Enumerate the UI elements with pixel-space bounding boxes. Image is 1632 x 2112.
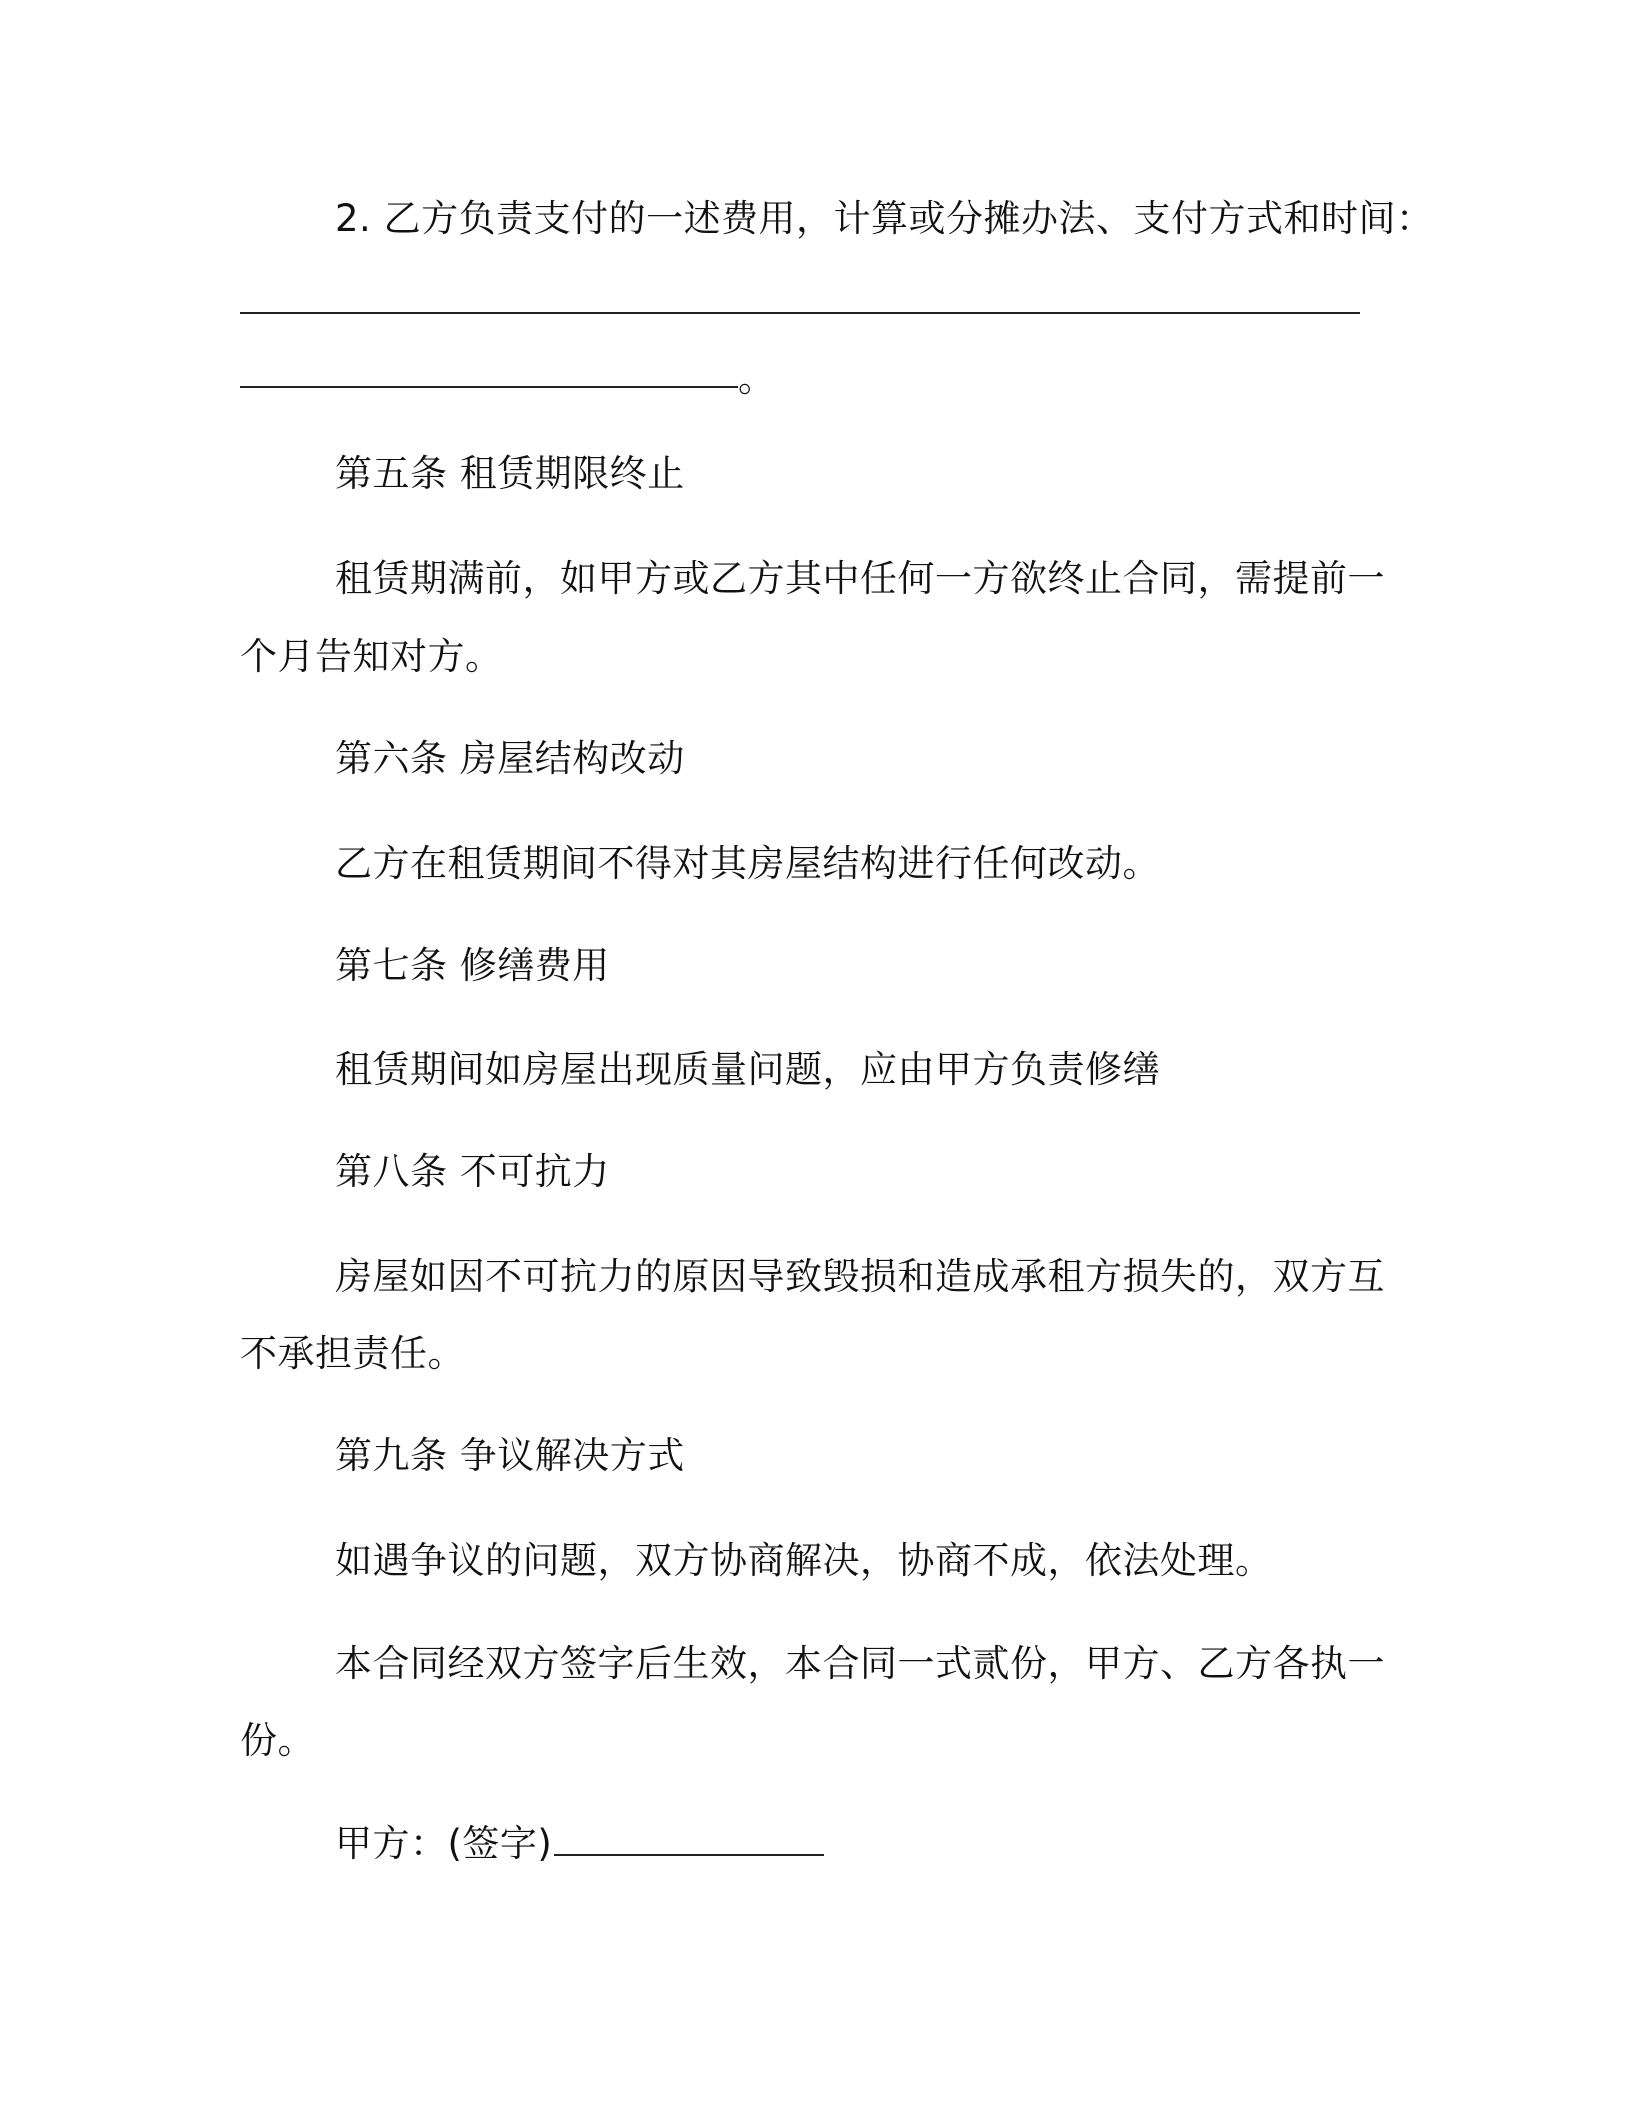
article-8-text-line-2: 不承担责任。: [240, 1332, 465, 1375]
party-a-signature-row: [335, 1820, 824, 1868]
article-5-title: 第五条 租赁期限终止: [335, 452, 685, 495]
party-a-signature-blank: [554, 1824, 824, 1856]
blank-period: 。: [738, 357, 775, 400]
article-9-title: 第九条 争议解决方式: [335, 1434, 685, 1477]
article-8-text-line-1: 房屋如因不可抗力的原因导致毁损和造成承租方损失的，双方互: [335, 1255, 1385, 1298]
article-6-title: 第六条 房屋结构改动: [335, 737, 685, 780]
paragraph-payment-clause: 2. 乙方负责支付的一述费用，计算或分摊办法、支付方式和时间：: [335, 197, 1434, 240]
article-9-text: 如遇争议的问题，双方协商解决，协商不成，依法处理。: [335, 1539, 1273, 1582]
article-5-text-line-1: 租赁期满前，如甲方或乙方其中任何一方欲终止合同，需提前一: [335, 557, 1385, 600]
fill-in-blank-line-2: [240, 386, 738, 388]
article-7-text: 租赁期间如房屋出现质量问题，应由甲方负责修缮: [335, 1048, 1160, 1091]
fill-in-blank-line-1: [240, 312, 1360, 314]
party-a-label: 甲方：(签字): [335, 1822, 553, 1865]
article-8-title: 第八条 不可抗力: [335, 1150, 610, 1193]
article-6-text: 乙方在租赁期间不得对其房屋结构进行任何改动。: [335, 842, 1160, 885]
closing-text-line-1: 本合同经双方签字后生效，本合同一式贰份，甲方、乙方各执一: [335, 1642, 1385, 1685]
closing-text-line-2: 份。: [240, 1719, 315, 1762]
article-7-title: 第七条 修缮费用: [335, 944, 610, 987]
article-5-text-line-2: 个月告知对方。: [240, 635, 503, 678]
